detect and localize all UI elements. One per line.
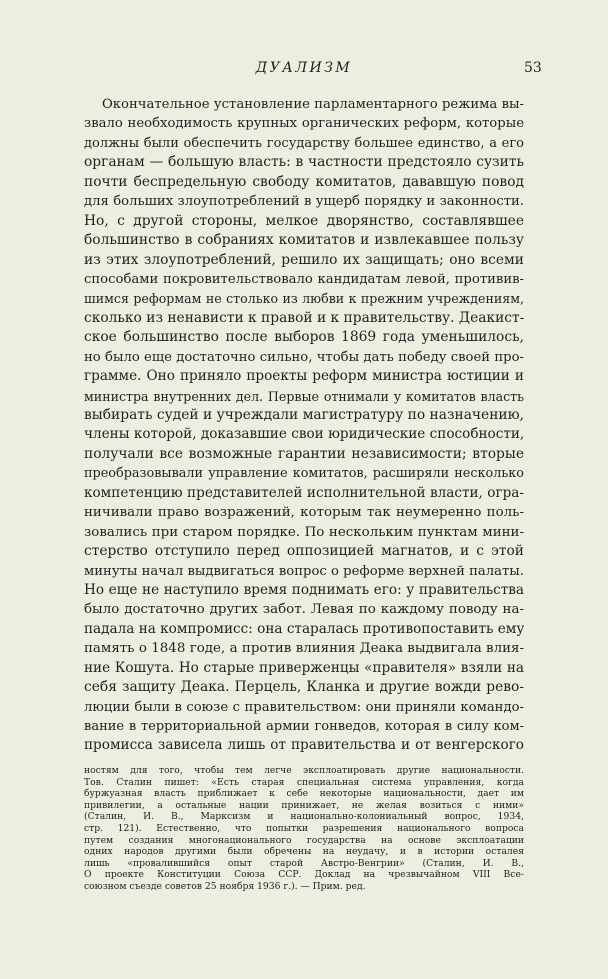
- text-line: но было еще достаточно сильно, чтобы дать победу своей про-: [84, 349, 524, 365]
- text-line: вание в территориальной армии гонведов, которая в силу ком-: [84, 719, 524, 734]
- footnote-block: [84, 765, 524, 893]
- text-line: компетенцию представителей исполнительной власти, огра-: [84, 484, 524, 501]
- footnote-line: одних народов другими были обречены на неудачу, и в истории осталея: [84, 846, 524, 858]
- footnote-line: Тов. Сталин пишет: «Есть старая специальная система управления, когда: [84, 776, 524, 788]
- page-header: [0, 60, 608, 84]
- text-line: должны были обеспечить государству большее единство, а его: [84, 135, 524, 151]
- text-line: получали все возможные гарантии независимости; вторые: [84, 445, 524, 462]
- text-line: выбирать судей и учреждали магистратуру по назначению,: [84, 407, 524, 423]
- footnote-line: союзном съезде советов 25 ноября 1936 г.). — Прим. ред.: [84, 880, 366, 892]
- text-line: ничивали право возражений, которым так неумеренно поль-: [84, 505, 524, 521]
- text-line: Окончательное установление парламентарного режима вы-: [102, 97, 524, 112]
- text-line: память о 1848 годе, а против влияния Деака выдвигала влия-: [84, 641, 524, 657]
- text-line: себя защиту Деака. Перцель, Кланка и другие вожди рево-: [84, 679, 524, 696]
- text-line: органам — большую власть: в частности предстояло сузить: [84, 154, 524, 171]
- footnote-line: буржуазная власть приближает к себе некоторые национальности, дает им: [84, 788, 524, 800]
- text-line: ние Кошута. Но старые приверженцы «правителя» взяли на: [84, 659, 524, 676]
- text-line: почти беспредельную свободу комитатов, дававшую повод: [84, 173, 524, 190]
- text-line: Но, с другой стороны, мелкое дворянство, составлявшее: [84, 212, 524, 229]
- footnote-line: привилегии, а остальные нации принижает, не желая возиться с ними»: [84, 799, 524, 811]
- text-line: для больших злоупотреблений в ущерб порядку и законности.: [84, 194, 524, 210]
- footnote-line: путем создания многонационального государства на основе эксплоатации: [84, 834, 524, 846]
- footnote-line: (Сталин, И. В., Марксизм и национально-колониальный вопрос, 1934,: [84, 811, 524, 823]
- running-title: ДУАЛИЗМ: [255, 60, 353, 76]
- text-line: минуты начал выдвигаться вопрос о реформе верхней палаты.: [84, 563, 524, 579]
- text-line: падала на компромисс: она старалась противопоставить ему: [84, 620, 524, 637]
- text-line: люции были в союзе с правительством: они приняли командо-: [84, 699, 524, 715]
- text-line: стерство отступило перед оппозицией магнатов, и с этой: [84, 543, 524, 560]
- main-text: [84, 95, 524, 756]
- text-line: министра внутренних дел. Первые отнимали у комитатов власть: [84, 388, 524, 404]
- text-line: звало необходимость крупных органических реформ, которые: [84, 116, 524, 132]
- text-line: Но еще не наступило время поднимать его: у правительства: [84, 581, 524, 598]
- text-line: сколько из ненависти к правой и к правительству. Деакист-: [84, 309, 524, 326]
- page-number: 53: [524, 60, 542, 76]
- text-line: ское большинство после выборов 1869 года уменьшилось,: [84, 329, 524, 346]
- footnote-line: О проекте Конституции Союза ССР. Доклад на чрезвычайном VIII Все-: [84, 869, 524, 881]
- text-line: промисса зависела лишь от правительства и от венгерского: [84, 737, 524, 754]
- footnote-line: лишь «провалившийся опыт старой Австро-Венгрии» (Сталин, И. В.,: [84, 857, 524, 869]
- text-line: из этих злоупотреблений, решило их защищать; оно всеми: [84, 251, 524, 268]
- footnote-line: стр. 121). Естественно, что попытки разрешения национального вопроса: [84, 822, 524, 834]
- text-line: способами покровительствовало кандидатам левой, противив-: [84, 271, 524, 287]
- text-line: преобразовывали управление комитатов, расширяли несколько: [84, 466, 524, 482]
- text-line: большинство в собраниях комитатов и извлекавшее пользу: [84, 232, 524, 249]
- text-line: было достаточно других забот. Левая по каждому поводу на-: [84, 602, 524, 618]
- text-line: шимся реформам не столько из любви к прежним учреждениям,: [84, 291, 524, 307]
- text-line: грамме. Оно приняло проекты реформ министра юстиции и: [84, 368, 524, 385]
- footnote-line: ностям для того, чтобы тем легче эксплоатировать другие национальности.: [84, 765, 524, 776]
- text-line: члены которой, доказавшие свои юридические способности,: [84, 426, 524, 443]
- text-line: зовались при старом порядке. По нескольким пунктам мини-: [84, 524, 524, 540]
